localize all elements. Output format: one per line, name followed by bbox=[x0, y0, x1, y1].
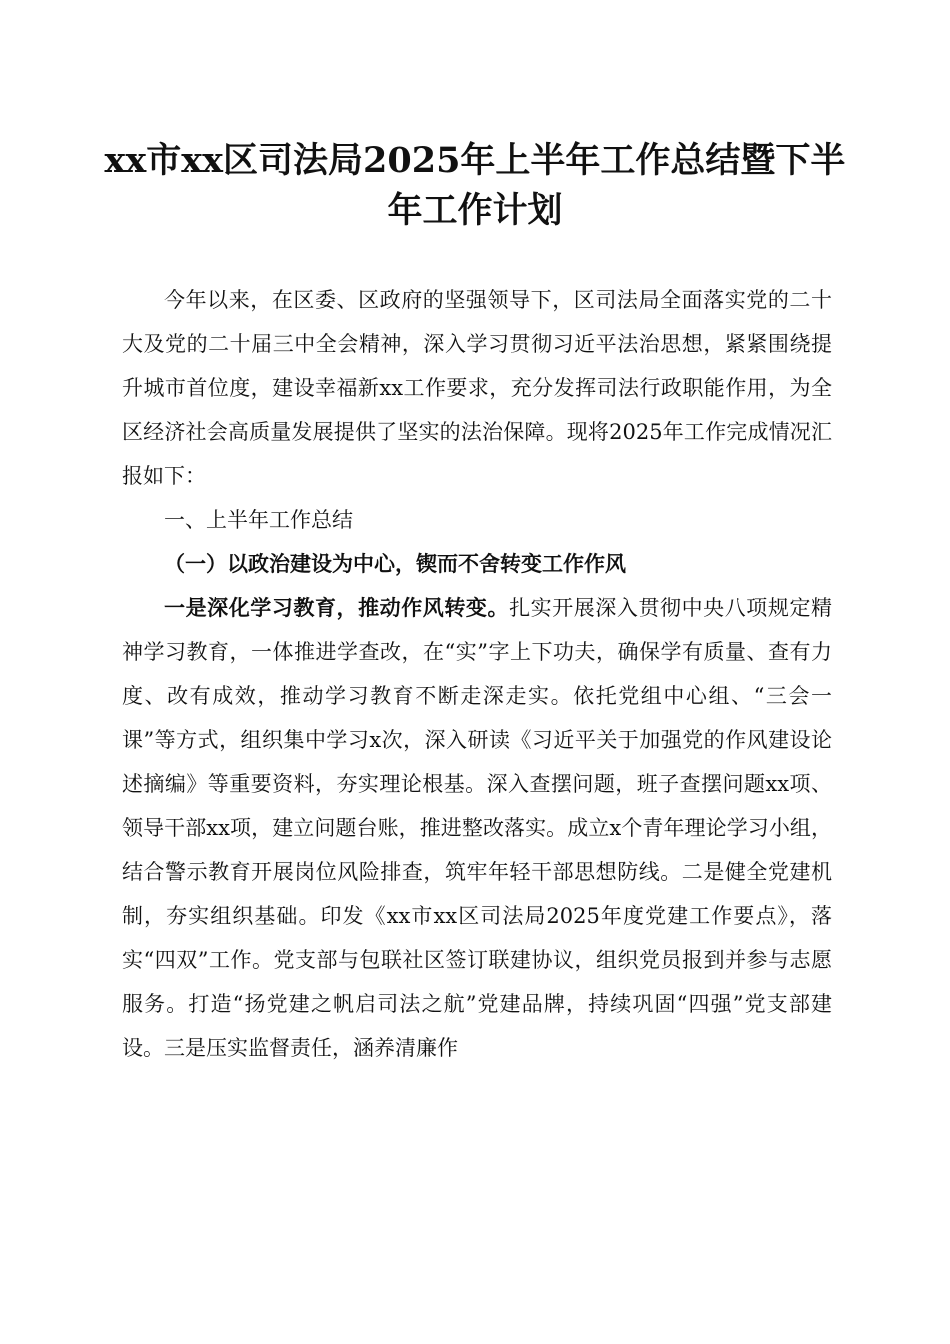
subsection-heading: （一）以政治建设为中心，锲而不舍转变工作作风 bbox=[164, 551, 626, 576]
paragraph-text: 扎实开展深入贯彻中央八项规定精神学习教育，一体推进学查改，在“实”字上下功夫，确保学有质量、查有力度、改有成效，推动学习教育不断走深走实。依托党组中心组、“三会一课”等方式，组织集中学习x次，深入研读《习近平关于加强党的作风建设论述摘编》等重要资料，夯实理论根基。深入查摆问题，班子查摆问题xx项、领导干部xx项，建立问题台账，推进整改落实。成立x个青年理论学习小组，结合警示教育开展岗位风险排查，筑牢年轻干部思想防线。二是健全党建机制，夯实组织基础。印发《xx市xx区司法局2025年度党建工作要点》，落实“四双”工作。党支部与包联社区签订联建协议，组织党员报到并参与志愿服务。打造“扬党建之帆启司法之航”党建品牌，持续巩固“四强”党支部建设。三是压实监督责任，涵养清廉作 bbox=[122, 596, 833, 1060]
section-heading: 一、上半年工作总结 bbox=[164, 508, 353, 532]
intro-paragraph: 今年以来，在区委、区政府的坚强领导下，区司法局全面落实党的二十大及党的二十届三中全会精神，深入学习贯彻习近平法治思想，紧紧围绕提升城市首位度，建设幸福新xx工作要求，充分发挥司法行政职能作用，为全区经济社会高质量发展提供了坚实的法治保障。现将2025年工作完成情况汇报如下： bbox=[122, 288, 832, 488]
body-paragraph bbox=[122, 586, 832, 1070]
paragraph-lead: 一是深化学习教育，推动作风转变。 bbox=[164, 595, 510, 620]
document-body bbox=[122, 278, 832, 1070]
document-title: xx市xx区司法局2025年上半年工作总结暨下半年工作计划 bbox=[104, 140, 846, 231]
